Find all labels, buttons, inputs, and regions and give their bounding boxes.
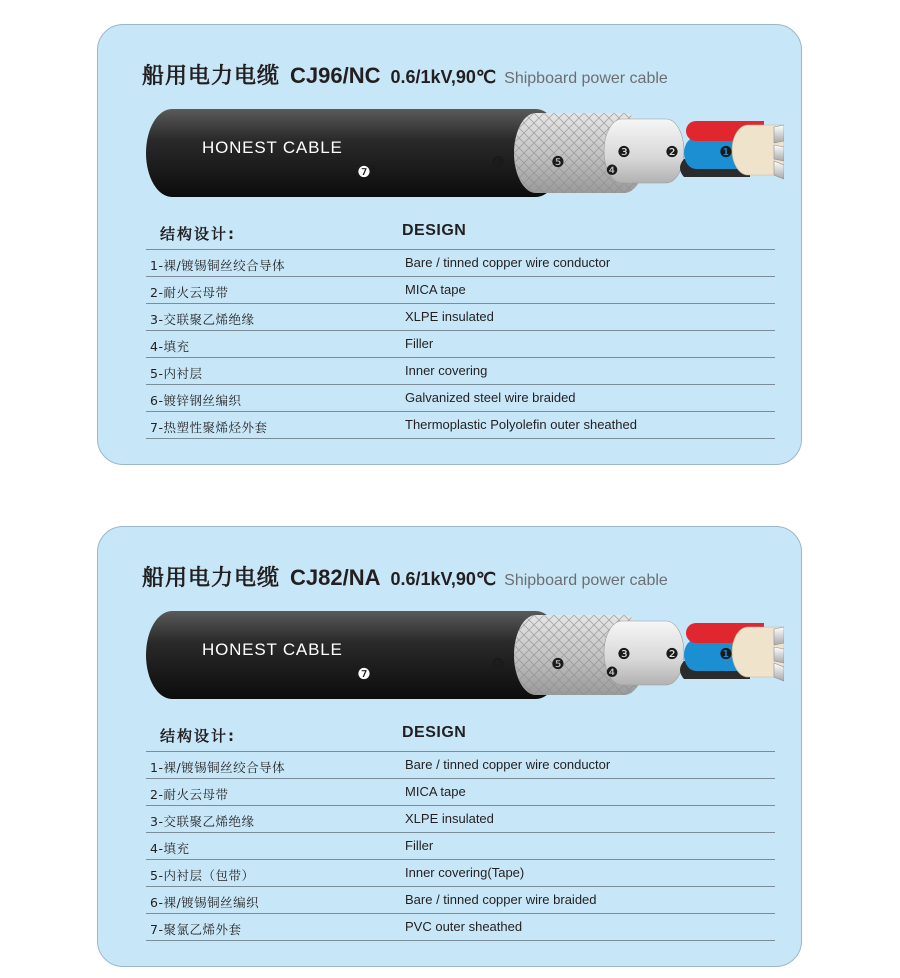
marker-1: ❶ xyxy=(719,143,733,161)
marker-4: ❹ xyxy=(605,163,619,179)
row-english: Filler xyxy=(405,336,434,351)
table-row xyxy=(146,277,775,304)
model-code: CJ82/NA xyxy=(290,565,381,590)
copper-conductor xyxy=(774,627,784,681)
product-card-cj82 xyxy=(97,526,802,967)
header-chinese: 结构设计: xyxy=(160,225,236,243)
cable-diagram xyxy=(144,103,784,203)
row-english: Galvanized steel wire braided xyxy=(405,390,576,405)
product-title xyxy=(142,59,668,90)
row-chinese: 2-耐火云母带 xyxy=(150,285,229,300)
cable-brand-label: HONEST CABLE xyxy=(202,138,343,157)
marker-7: ❼ xyxy=(357,665,371,683)
copper-conductor xyxy=(774,125,784,179)
table-row xyxy=(146,250,775,277)
cable-brand-label: HONEST CABLE xyxy=(202,640,343,659)
marker-2: ❷ xyxy=(665,645,679,663)
voltage-rating: 0.6/1kV,90℃ xyxy=(390,569,497,589)
row-english: XLPE insulated xyxy=(405,309,494,324)
table-row xyxy=(146,752,775,779)
row-chinese: 6-裸/镀锡铜丝编织 xyxy=(150,895,260,910)
row-chinese: 1-裸/镀锡铜丝绞合导体 xyxy=(150,258,286,273)
table-row xyxy=(146,331,775,358)
table-row xyxy=(146,304,775,331)
row-english: Inner covering xyxy=(405,363,488,378)
marker-1: ❶ xyxy=(719,645,733,663)
row-english: XLPE insulated xyxy=(405,811,494,826)
marker-3: ❸ xyxy=(617,645,631,663)
row-chinese: 3-交联聚乙烯绝缘 xyxy=(150,312,255,327)
row-english: Inner covering(Tape) xyxy=(405,865,525,880)
product-title xyxy=(142,561,668,592)
marker-6: ❻ xyxy=(491,655,505,673)
row-chinese: 6-镀锌钢丝编织 xyxy=(150,393,242,408)
header-english: DESIGN xyxy=(402,724,467,741)
row-english: Bare / tinned copper wire braided xyxy=(405,892,597,907)
marker-4: ❹ xyxy=(605,665,619,681)
marker-5: ❺ xyxy=(551,153,565,171)
row-english: MICA tape xyxy=(405,282,466,297)
table-row xyxy=(146,860,775,887)
model-code: CJ96/NC xyxy=(290,63,381,88)
table-header xyxy=(146,213,775,250)
row-chinese: 2-耐火云母带 xyxy=(150,787,229,802)
table-row xyxy=(146,779,775,806)
table-row xyxy=(146,412,775,439)
row-chinese: 5-内衬层（包带） xyxy=(150,868,255,883)
row-english: Bare / tinned copper wire conductor xyxy=(405,757,611,772)
marker-2: ❷ xyxy=(665,143,679,161)
table-row xyxy=(146,833,775,860)
row-chinese: 7-热塑性聚烯烃外套 xyxy=(150,420,268,435)
table-header xyxy=(146,715,775,752)
table-row xyxy=(146,806,775,833)
row-chinese: 3-交联聚乙烯绝缘 xyxy=(150,814,255,829)
title-english: Shipboard power cable xyxy=(504,572,668,589)
table-row xyxy=(146,385,775,412)
row-english: Thermoplastic Polyolefin outer sheathed xyxy=(405,417,637,432)
header-chinese: 结构设计: xyxy=(160,727,236,745)
product-card-cj96 xyxy=(97,24,802,465)
marker-5: ❺ xyxy=(551,655,565,673)
marker-3: ❸ xyxy=(617,143,631,161)
row-chinese: 7-聚氯乙烯外套 xyxy=(150,922,242,937)
row-english: Filler xyxy=(405,838,434,853)
title-chinese: 船用电力电缆 xyxy=(142,566,281,591)
title-chinese: 船用电力电缆 xyxy=(142,64,281,89)
cable-diagram xyxy=(144,605,784,705)
design-table xyxy=(146,213,775,439)
table-row xyxy=(146,358,775,385)
row-english: Bare / tinned copper wire conductor xyxy=(405,255,611,270)
row-chinese: 4-填充 xyxy=(150,339,190,354)
table-row xyxy=(146,887,775,914)
row-english: MICA tape xyxy=(405,784,466,799)
row-chinese: 5-内衬层 xyxy=(150,366,203,381)
voltage-rating: 0.6/1kV,90℃ xyxy=(390,67,497,87)
row-chinese: 4-填充 xyxy=(150,841,190,856)
row-chinese: 1-裸/镀锡铜丝绞合导体 xyxy=(150,760,286,775)
title-english: Shipboard power cable xyxy=(504,70,668,87)
header-english: DESIGN xyxy=(402,222,467,239)
marker-7: ❼ xyxy=(357,163,371,181)
table-row xyxy=(146,914,775,941)
row-english: PVC outer sheathed xyxy=(405,919,523,934)
design-table xyxy=(146,715,775,941)
marker-6: ❻ xyxy=(491,153,505,171)
